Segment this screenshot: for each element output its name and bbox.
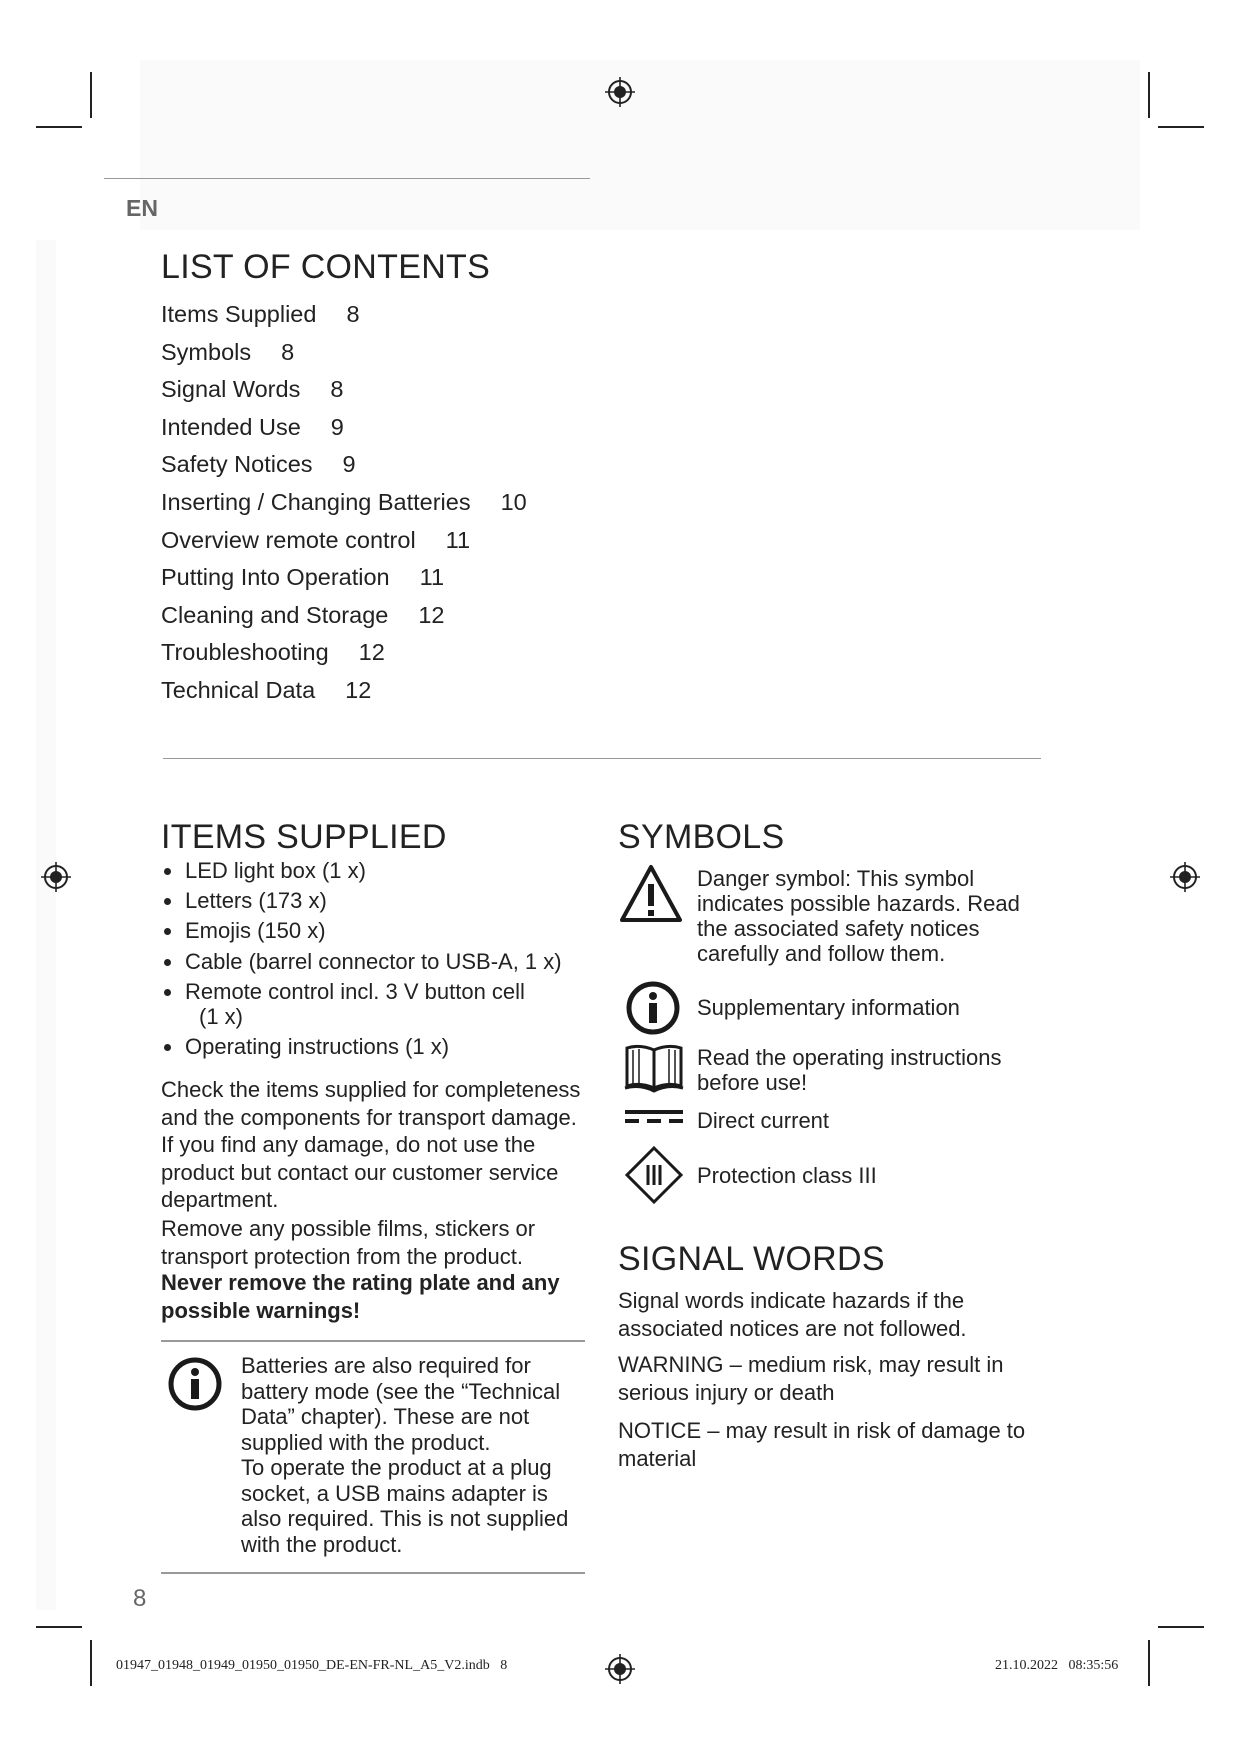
rating-plate-warning: Never remove the rating plate and any possible warnings! [161,1270,560,1323]
toc-entry[interactable]: Putting Into Operation 11 [161,564,445,591]
registration-mark-icon [1170,862,1200,892]
list-item: Emojis (150 x) [161,918,581,943]
info-icon [167,1356,223,1412]
danger-triangle-icon [618,862,684,926]
manual-book-icon [623,1042,685,1094]
page-number: 8 [133,1585,147,1612]
items-supplied-title: ITEMS SUPPLIED [161,818,447,856]
list-item: Letters (173 x) [161,888,581,913]
info-icon [625,980,681,1036]
list-item: Operating instructions (1 x) [161,1034,581,1059]
language-label: EN [126,195,158,221]
toc-entry[interactable]: Cleaning and Storage 12 [161,601,445,628]
notice-description: – may result in risk of damage to material [618,1418,1026,1471]
registration-mark-icon [605,77,635,107]
symbols-title: SYMBOLS [618,818,785,856]
toc-entry[interactable]: Overview remote control 11 [161,526,471,553]
crop-mark [1158,126,1204,128]
remove-protection-text: Remove any possible films, stickers or transport protection from the product. [161,1216,536,1269]
notice-term: NOTICE [618,1418,702,1443]
direct-current-text: Direct current [697,1108,830,1133]
scan-shade-top [140,60,1140,230]
signal-words-title: SIGNAL WORDS [618,1240,885,1278]
warning-definition [618,1351,1048,1406]
crop-mark [1158,1626,1204,1628]
warning-description: – medium risk, may result in serious injury or death [618,1352,1004,1405]
protection-class-iii-icon [624,1145,684,1205]
crop-mark [1148,1640,1150,1686]
toc-entry[interactable]: Signal Words 8 [161,376,344,403]
crop-mark [36,126,82,128]
toc-entry[interactable]: Troubleshooting 12 [161,639,385,666]
check-items-text: Check the items supplied for completeness and the components for transport damage. If you find any damage, do not use the product but contact our customer service department. [161,1077,581,1212]
battery-info-box [161,1340,585,1574]
items-supplied-list [161,858,581,1064]
toc-entry[interactable]: Inserting / Changing Batteries 10 [161,488,527,515]
header-rule [104,178,590,179]
battery-info-text: Batteries are also required for battery mode (see the “Technical Data” chapter). These are not supplied with the product. [241,1353,561,1455]
footer-file-name: 01947_01948_01949_01950_01950_DE-EN-FR-NL_A5_V2.indb 8 [116,1658,508,1673]
protection-class-text: Protection class III [697,1163,877,1188]
crop-mark [1148,72,1150,118]
section-divider [163,758,1041,759]
list-item: LED light box (1 x) [161,858,581,883]
list-item: Cable (barrel connector to USB-A, 1 x) [161,949,581,974]
scan-shade-left [36,240,56,1610]
toc-entry[interactable]: Symbols 8 [161,338,295,365]
info-box-text [241,1353,586,1557]
warning-term: WARNING [618,1352,724,1377]
info-symbol-text: Supplementary information [697,995,960,1020]
direct-current-icon [625,1108,683,1126]
footer-timestamp: 21.10.2022 08:35:56 [995,1658,1119,1673]
notice-definition [618,1417,1048,1472]
list-item: Remote control incl. 3 V button cell (1 x) [161,979,581,1029]
toc-list [161,296,527,710]
toc-entry[interactable]: Items Supplied 8 [161,301,360,327]
danger-symbol-text: Danger symbol: This symbol indicates possible hazards. Read the associated safety notices carefully and follow them. [697,866,1020,966]
registration-mark-icon [41,862,71,892]
crop-mark [90,72,92,118]
registration-mark-icon [605,1654,635,1684]
toc-title: LIST OF CONTENTS [161,248,491,286]
toc-entry[interactable]: Intended Use 9 [161,413,344,440]
list-item-continuation: (1 x) [199,1004,243,1029]
toc-entry[interactable]: Safety Notices 9 [161,451,356,478]
crop-mark [36,1626,82,1628]
signal-words-intro: Signal words indicate hazards if the associated notices are not followed. [618,1288,967,1341]
adapter-info-text: To operate the product at a plug socket, a USB mains adapter is also required. This is not supplied with the product. [241,1455,569,1557]
toc-entry[interactable]: Technical Data 12 [161,676,372,703]
crop-mark [90,1640,92,1686]
manual-symbol-text: Read the operating instructions before use! [697,1045,1002,1095]
